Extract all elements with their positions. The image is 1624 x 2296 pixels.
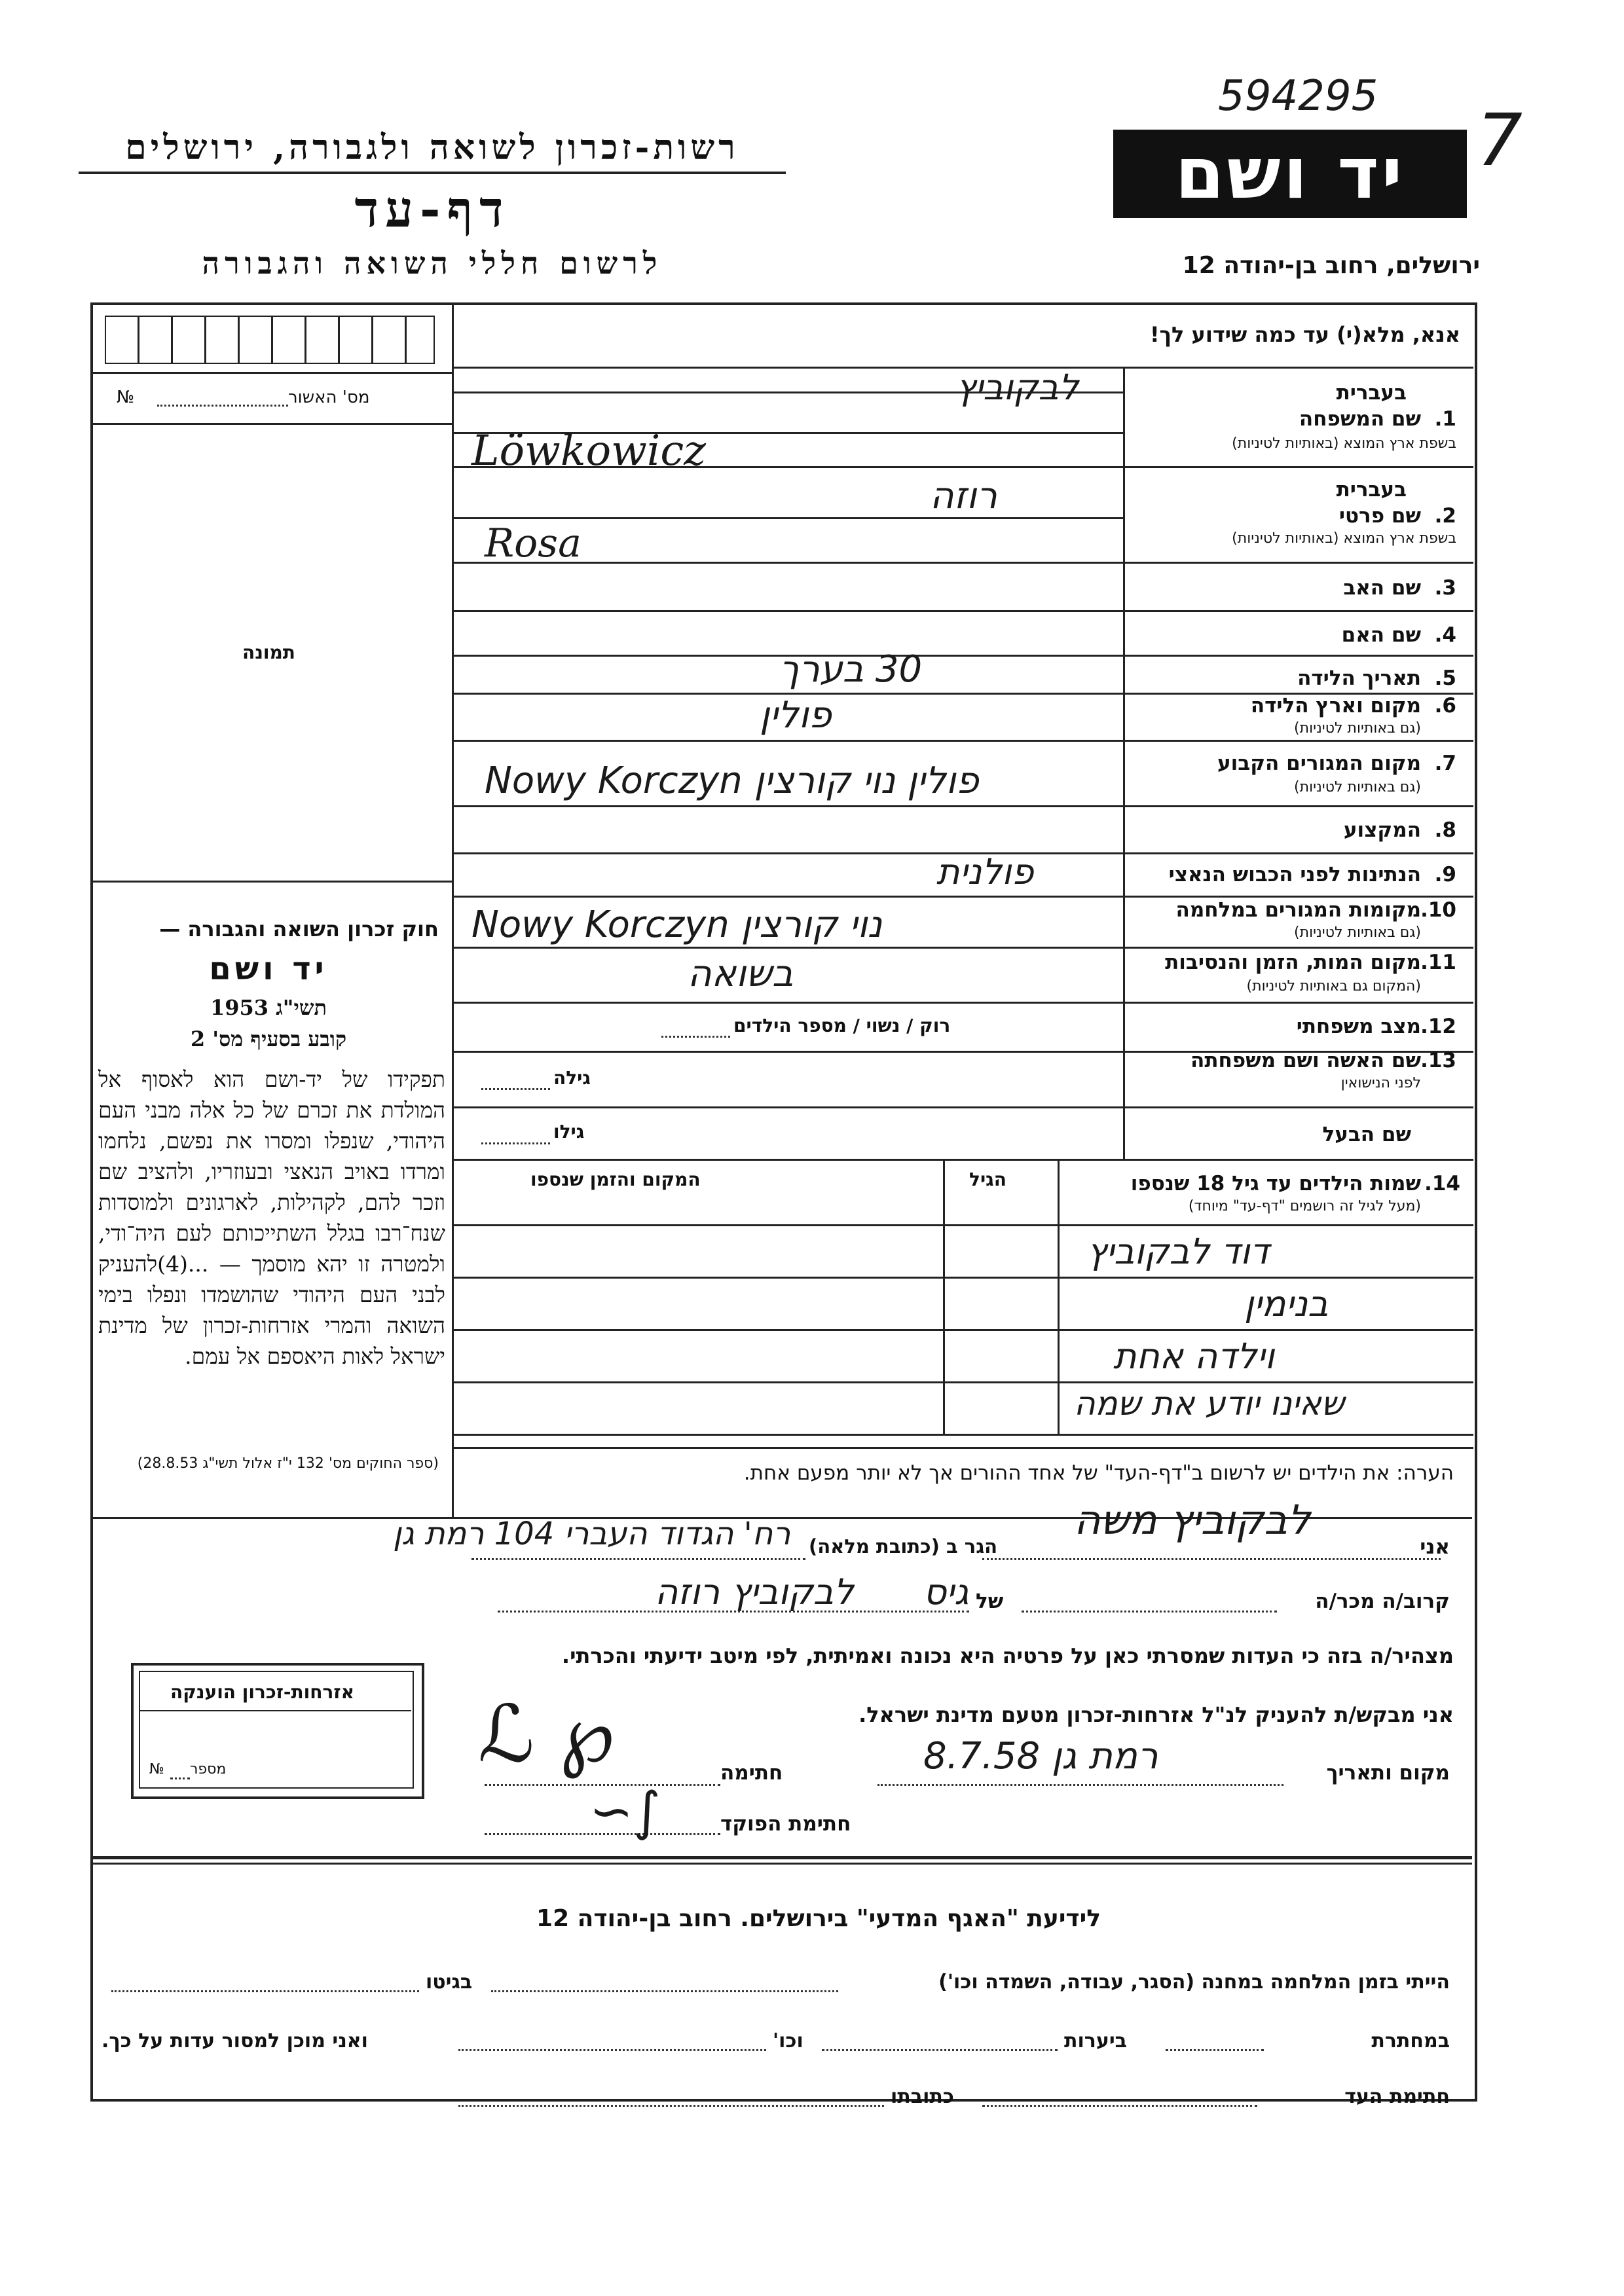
law-logo: יד ושם bbox=[209, 951, 328, 987]
footer-ghetto: בגיטו bbox=[426, 1971, 473, 1994]
children-row-line bbox=[452, 1224, 1473, 1226]
row-line bbox=[452, 1159, 1473, 1161]
declarant-name: לבקוביץ משה bbox=[1074, 1496, 1311, 1544]
approval-no: № bbox=[117, 388, 135, 407]
law-year: תשי"ג 1953 bbox=[210, 995, 327, 1020]
footer-dots bbox=[491, 1990, 838, 1992]
surname-hebrew: לבקוביץ bbox=[956, 367, 1079, 408]
authority-line: רשות-זכרון לשואה ולגבורה, ירושלים bbox=[125, 128, 739, 168]
relation-dots bbox=[1022, 1611, 1277, 1613]
approval-divider bbox=[90, 372, 452, 374]
request-text: אני מבקש/ת להעניק לנ"ל אזרחות-זכרון מטעם מדינת ישראל. bbox=[858, 1702, 1454, 1727]
approval-boxes bbox=[105, 316, 435, 364]
row-line bbox=[452, 610, 1473, 612]
relation-of-value: לבקוביץ רוזה bbox=[655, 1571, 854, 1613]
firstname-hebrew: רוזה bbox=[930, 475, 997, 517]
footer-underground: במחתרת bbox=[1371, 2030, 1450, 2052]
photo-label: תמונה bbox=[242, 642, 295, 663]
row-line bbox=[452, 655, 1473, 657]
relation-value: גיס bbox=[923, 1571, 969, 1613]
children-row-line bbox=[452, 1329, 1473, 1331]
wartime-residence-value: Nowy Korczyn נוי קורצין bbox=[471, 903, 883, 946]
birth-date-value: 30 בערך bbox=[779, 648, 923, 691]
children-col-line bbox=[1058, 1159, 1060, 1434]
footer-dots bbox=[458, 2049, 766, 2051]
child-name: דוד לבקוביץ bbox=[1087, 1231, 1270, 1272]
col-place-header: המקום והזמן שנספו bbox=[530, 1169, 701, 1190]
children-row-line bbox=[452, 1277, 1473, 1279]
sidebar-divider bbox=[452, 302, 454, 1517]
nationality-value: פולנית bbox=[936, 851, 1034, 892]
archive-number: 594295 bbox=[1218, 72, 1378, 120]
citizenship-divider bbox=[139, 1710, 411, 1711]
footer-dots bbox=[982, 2105, 1257, 2107]
form-subtitle: לרשום חללי השואה והגבורה bbox=[202, 246, 663, 281]
note-text: הערה: את הילדים יש לרשום ב"דף-העד" של אחד ההורים אך לא יותר מפעם אחת. bbox=[743, 1461, 1454, 1485]
approval-dots bbox=[157, 405, 288, 407]
row-line bbox=[452, 1002, 1473, 1004]
footer-line1-start: הייתי בזמן המלחמה במחנה (הסגר, עבודה, השמדה וכו') bbox=[938, 1971, 1450, 1994]
row-line bbox=[452, 562, 1473, 564]
child-name: שאינו יודע את שמה bbox=[1074, 1385, 1345, 1423]
authority-underline bbox=[79, 172, 786, 174]
of-dots bbox=[498, 1611, 969, 1613]
law-heading: חוק זכרון השואה והגבורה — bbox=[159, 917, 439, 941]
address-line: ירושלים, רחוב בן-יהודה 12 bbox=[1182, 252, 1480, 279]
children-row-line bbox=[452, 1381, 1473, 1383]
intro-text: אנא, מלא(י) עד כמה שידוע לך! bbox=[1149, 322, 1460, 347]
place-date-value: רמת גן 8.7.58 bbox=[923, 1735, 1158, 1777]
footer-dots bbox=[458, 2105, 884, 2107]
approval-label: מס' האשור bbox=[288, 388, 370, 407]
row-line bbox=[452, 1106, 1473, 1108]
citizenship-title: אזרחות-זכרון הוענקה bbox=[170, 1681, 354, 1703]
declarant-signature: ℒ ℘ bbox=[478, 1689, 615, 1780]
row-line bbox=[452, 947, 1473, 949]
children-col-line bbox=[943, 1159, 945, 1434]
husband-age-dots bbox=[481, 1142, 550, 1144]
surname-latin: Löwkowicz bbox=[471, 427, 706, 475]
footer-dots bbox=[111, 1990, 419, 1992]
children-count-dots bbox=[661, 1036, 730, 1038]
footer-address: כתובתו bbox=[891, 2085, 954, 2108]
footer-rule bbox=[90, 1856, 1472, 1859]
footer-etc: וכו' bbox=[773, 2030, 803, 2052]
address-dots bbox=[471, 1558, 805, 1560]
residence-value: Nowy Korczyn פולין נוי קורצין bbox=[485, 759, 979, 802]
birthplace-value: פולין bbox=[760, 694, 832, 737]
footer-dots bbox=[822, 2049, 1058, 2051]
form-title: דף-עד bbox=[354, 180, 510, 238]
children-row-line bbox=[452, 1434, 1473, 1436]
declarant-address: רח' הגדוד העברי 104 רמת גן bbox=[393, 1516, 791, 1552]
place-date-dots bbox=[877, 1784, 1283, 1786]
photo-top bbox=[90, 423, 452, 425]
field-divider bbox=[1123, 367, 1125, 1159]
footer-forests: ביערות bbox=[1064, 2030, 1127, 2052]
child-name: וילדה אחת bbox=[1113, 1336, 1275, 1377]
footer-line2-end: ואני מוכן למסור עדות על כך. bbox=[101, 2030, 368, 2052]
citizenship-no: № bbox=[149, 1761, 164, 1777]
officer-signature: ∽∫ bbox=[589, 1781, 661, 1842]
law-clause: קובע בסעיף מס' 2 bbox=[190, 1027, 347, 1051]
row-line bbox=[452, 740, 1473, 742]
citizenship-dots bbox=[170, 1777, 190, 1779]
note-top bbox=[452, 1447, 1473, 1449]
law-source: (ספר החוקים מס' 132 י"ז אלול תשי"ג 28.8.53) bbox=[137, 1455, 439, 1472]
corner-mark: 7 bbox=[1477, 98, 1522, 182]
footer-heading: לידיעת "האגף המדעי" בירושלים. רחוב בן-יהודה 12 bbox=[536, 1905, 1101, 1932]
photo-bottom bbox=[90, 881, 452, 883]
footer-witness-sig: חתימת העד bbox=[1344, 2085, 1450, 2108]
declarant-dots bbox=[982, 1558, 1441, 1560]
row-line bbox=[452, 517, 1123, 519]
col-age-header: הגיל bbox=[969, 1169, 1006, 1190]
firstname-latin: Rosa bbox=[485, 520, 581, 566]
affirm-text: מצהיר/ה בזה כי העדות שמסרתי כאן על פרטיה היא נכונה ואמיתית, לפי מיטב ידיעתי והכרתי. bbox=[561, 1643, 1454, 1668]
death-place-value: בשואה bbox=[688, 953, 794, 995]
law-text: תפקידו של יד-ושם הוא לאסוף אל המולדת את זכרם של כל אלה מבני העם היהודי, שנפלו ומסרו את נפשם, נלחמו ומרדו באויב הנאצי ובעוזריו, ולהציב שם וזכר להם, לקהילות, לארגונים ולמוסדות שנח־רבו בגלל השתייכותם לעם היה־ודי, ולמטרה זו יהא מוסמך — ...(4)להעניק לבני העם היהודי שהושמדו ונפלו בימי השואה והמרי אזרחות-זכרון של מדינת ישראל לאות היאספם אל עמם. bbox=[98, 1066, 445, 1369]
wife-age-dots bbox=[481, 1088, 550, 1090]
footer-rule-2 bbox=[90, 1863, 1472, 1865]
footer-dots bbox=[1166, 2049, 1264, 2051]
row-line bbox=[452, 896, 1473, 898]
child-name: בנימין bbox=[1244, 1283, 1329, 1324]
yad-vashem-logo: יד ושם bbox=[1113, 130, 1467, 218]
row-line bbox=[452, 805, 1473, 807]
citizenship-no-label: מספר bbox=[190, 1761, 227, 1777]
